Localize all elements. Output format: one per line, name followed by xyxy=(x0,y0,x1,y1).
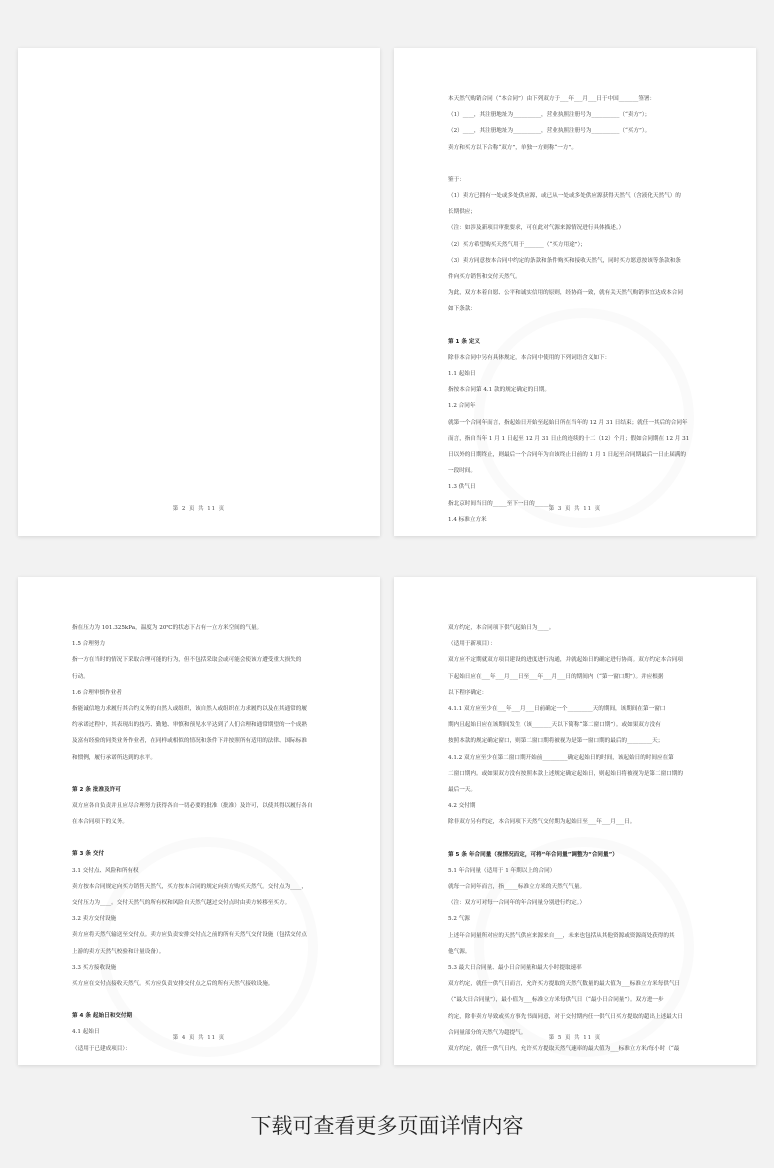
text-line: 1.6 合理审慎作业者 xyxy=(72,689,122,696)
section-heading: 第 5 条 年合同量（视情况而定，可将“年合同量”调整为“合同量”） xyxy=(448,851,618,858)
text-line: 交付压力为____。交付天然气的所有权和风险自天然气越过交付点时由卖方转移至买方。 xyxy=(72,900,291,907)
document-page-3 xyxy=(394,48,756,536)
text-line: 最后一天。 xyxy=(448,787,476,794)
text-line: 和惯例，履行承诺所达到的水平。 xyxy=(72,754,156,761)
page-content xyxy=(72,620,346,1057)
page-footer: 第 4 页 共 11 页 xyxy=(172,1035,226,1041)
text-line: 4.1.1 双方应至少在___年___月___日前确定一个_________天的期间，该期间在第一窗口 xyxy=(448,706,666,713)
paragraph-gap xyxy=(72,992,346,1008)
text-line: 而言，指自当年 1 月 1 日起至 12 月 31 日止的连续的十二（12）个月；假如合同期在 12 月 31 xyxy=(448,435,690,442)
text-line: 3.2 卖方交付设施 xyxy=(72,916,117,923)
text-line: （1）卖方已拥有一处或多处供应源，或已从一处或多处供应源获得天然气（含液化天然气）的 xyxy=(448,193,681,200)
text-line: 1.4 标准立方米 xyxy=(448,516,487,523)
document-page-4 xyxy=(18,577,380,1065)
text-line: 1.5 合理努力 xyxy=(72,641,106,648)
download-more-caption[interactable]: 下载可查看更多页面详情内容 xyxy=(250,1114,524,1138)
text-line: 就第一个合同年而言，指起始日开始至起始日所在当年的 12 月 31 日结束；就任一其后的合同年 xyxy=(448,419,688,426)
text-line: 日以外的日期终止，则最后一个合同年为自该终止日前的 1 月 1 日起至合同期最后一日止届满的 xyxy=(448,452,686,459)
paragraph-gap xyxy=(72,830,346,846)
page-content xyxy=(448,620,722,1057)
text-line: 5.3 最大日合同量、最小日合同量和最大小时提取速率 xyxy=(448,965,582,972)
text-line: 上述年合同量所对应的天然气供应来源来自___，未来也包括从其他资源或资源商处获得的其 xyxy=(448,932,675,939)
text-line: 如下条款： xyxy=(448,306,476,313)
text-line: 1.2 合同年 xyxy=(448,403,476,410)
text-line: （注：如涉及新项目审批要求，可在此对气源来源情况进行具体描述。） xyxy=(448,225,625,232)
text-line: 双方应不定期就双方项目建设的进度进行沟通，并就起始日的确定进行协商。双方约定本合同项 xyxy=(448,657,683,664)
paragraph-gap xyxy=(448,156,722,172)
text-line: 双方约定，就任一供气日内，允许买方提取天然气速率的最大值为___标准立方米/每小时（“最 xyxy=(448,1046,680,1053)
text-line: 约定，除非卖方导致或买方事先书面同意，对于交付期内任一供气日买方提取的超出上述最大日 xyxy=(448,1013,683,1020)
text-line: 及富有经验的同类业务作业者，在同样或相似的情况和条件下并按照所有适用的法律、国际标准 xyxy=(72,738,307,745)
paragraph-gap xyxy=(448,318,722,334)
text-line: 4.1.2 双方应至少在第二窗口期开始前_________确定起始日的时间，该起始日的时间应在第 xyxy=(448,754,674,761)
section-heading: 第 1 条 定义 xyxy=(448,338,481,345)
text-line: （适用于已建成项目）： xyxy=(72,1045,131,1052)
text-line: （3）卖方同意按本合同中约定的条款和条件购买和接收天然气，同时买方愿意按该等条款和条 xyxy=(448,257,681,264)
document-page-2 xyxy=(18,48,380,536)
text-line: （注：双方可对每一合同年的年合同量分别进行约定。） xyxy=(448,900,586,907)
text-line: 4.2 交付期 xyxy=(448,803,476,810)
text-line: （2）____，其注册地址为__________，营业执照注册号为__________（“买方”）。 xyxy=(448,128,651,135)
text-line: 上游的卖方天然气校验和计量设备）。 xyxy=(72,948,165,955)
text-line: 约承诺过程中，其表现出的技巧、勤勉、审慎和预见水平达到了人们合理和通常期望的一个成熟 xyxy=(72,722,307,729)
text-line: 本天然气购销合同（“本合同”）由下列双方于___年___月___日于中国_______签署： xyxy=(448,96,656,102)
text-line: 指在压力为 101.325kPa，温度为 20℃的状态下占有一立方米空间的气量。 xyxy=(72,625,263,631)
text-line: 以下程序确定： xyxy=(448,689,488,696)
text-line: 4.1 起始日 xyxy=(72,1029,100,1036)
text-line: 5.1 年合同量（适用于 1 年期以上的合同） xyxy=(448,867,556,874)
text-line: 下起始日应在___年___月___日至___年___月___日的期间内（“第一窗口期”）。并应根据 xyxy=(448,673,664,680)
page-footer: 第 5 页 共 11 页 xyxy=(548,1035,602,1041)
text-line: 鉴于： xyxy=(448,176,465,183)
text-line: 行动。 xyxy=(72,673,89,680)
text-line: 3.3 买方接收设施 xyxy=(72,964,117,971)
text-line: 除非本合同中另有具体规定，本合同中使用的下列词语含义如下： xyxy=(448,354,611,361)
paragraph-gap xyxy=(448,831,722,847)
text-line: 他气源。 xyxy=(448,948,471,955)
text-line: 指北京时间当日的_____至下一日的_____。 xyxy=(448,500,555,507)
text-line: 卖方应将天然气输送至交付点。卖方应负责安排交付点之前的所有天然气交付设施（包括交付点 xyxy=(72,932,307,939)
text-line: （1）____，其注册地址为__________，营业执照注册号为__________（“卖方”）； xyxy=(448,112,651,119)
text-line: 为此，双方本着自愿、公平和诚实信用的原则，经协商一致，就有关天然气购销事宜达成本合同 xyxy=(448,290,683,297)
text-line: 长期供应； xyxy=(448,209,476,216)
text-line: 双方约定，就任一供气日而言，允许买方提取的天然气数量的最大值为___标准立方米每供气日 xyxy=(448,981,681,988)
text-line: 合同量部分的天然气为超提气。 xyxy=(448,1029,527,1036)
text-line: 1.1 起始日 xyxy=(448,371,476,378)
text-line: 件向买方销售和交付天然气。 xyxy=(448,274,521,281)
text-line: 就每一合同年而言，指_____标准立方米的天然气气量。 xyxy=(448,884,586,891)
text-line: 指按本合同第 4.1 款的规定确定的日期。 xyxy=(448,387,550,394)
text-line: 卖方按本合同规定向买方销售天然气，买方按本合同的规定向卖方购买天然气。交付点为____， xyxy=(72,883,307,890)
text-line: 双方应各自负责并且应尽合理努力获得各自一切必要的批准（批准）及许可，以使其得以履行各自 xyxy=(72,803,313,810)
text-line: 期内且起始日应在该期间发生（该_______天以下简称“第二窗口期”）。或如果双方没有 xyxy=(448,722,661,729)
paragraph-gap xyxy=(72,766,346,782)
text-line: 一段时间。 xyxy=(448,468,476,475)
text-line: 除非双方另有约定，本合同项下天然气交付期为起始日至___年___月___日。 xyxy=(448,819,636,826)
text-line: 买方应在交付点接收天然气。买方应负责安排交付点之后的所有天然气接收设施。 xyxy=(72,981,274,988)
text-line: 双方约定，本合同项下供气起始日为____。 xyxy=(448,625,555,631)
text-line: 按照本款的规定确定窗口，则第二窗口期将被视为是第一窗口期的最后的_________天； xyxy=(448,738,664,745)
text-line: （“最大日合同量”），最小值为___标准立方米每供气日（“最小日合同量”）。双方进一步 xyxy=(448,997,664,1004)
section-heading: 第 2 条 批准及许可 xyxy=(72,786,121,793)
section-heading: 第 4 条 起始日和交付期 xyxy=(72,1013,133,1020)
text-line: 卖方和买方以下合称“双方”，单独一方则称“一方”。 xyxy=(448,144,577,151)
text-line: 二窗口期内。或如果双方没有按照本款上述规定确定起始日，则起始日将被视为是第二窗口期的 xyxy=(448,770,683,777)
text-line: 指一方在当时的情况下采取合理可能的行为，但不包括采取会或可能会使该方遭受重大损失的 xyxy=(72,657,302,664)
page-footer: 第 2 页 共 11 页 xyxy=(172,506,226,512)
text-line: 指能诚信地力求履行其合约义务的自然人或组织，该自然人或组织在力求履约以及在其通常的履 xyxy=(72,706,307,713)
section-heading: 第 3 条 交付 xyxy=(72,851,105,858)
text-line: （2）买方希望购买天然气用于_______（“买方用途”）； xyxy=(448,241,586,248)
text-line: 1.3 供气日 xyxy=(448,484,476,491)
text-line: 3.1 交付点、风险和所有权 xyxy=(72,867,139,874)
page-content xyxy=(448,91,722,528)
page-footer: 第 3 页 共 11 页 xyxy=(548,506,602,512)
text-line: 5.2 气源 xyxy=(448,916,470,923)
text-line: 在本合同项下的义务。 xyxy=(72,819,128,826)
text-line: （适用于新项目）： xyxy=(448,641,496,648)
document-page-5 xyxy=(394,577,756,1065)
